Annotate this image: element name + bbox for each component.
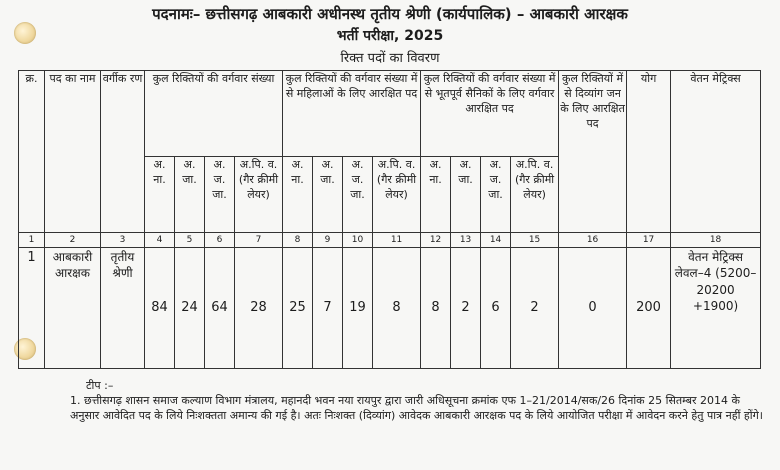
col-number: 1 (19, 233, 45, 248)
col-number: 7 (235, 233, 283, 248)
header-total: योग (627, 71, 671, 233)
cell-serial: 1 (19, 248, 45, 369)
header-un: अ. ना. (145, 157, 175, 233)
page-subtitle: भर्ती परीक्षा, 2025 (336, 28, 444, 44)
cell-women-sc: 7 (313, 248, 343, 369)
header-un: अ. ना. (283, 157, 313, 233)
cell-total-sc: 24 (175, 248, 205, 369)
cell-ex-obc: 2 (511, 248, 559, 369)
header-sc: अ. जा. (313, 157, 343, 233)
note-item-1: 1. छत्तीसगढ़ शासन समाज कल्याण विभाग मंत्रालय, महानदी भवन नया रायपुर द्वारा जारी अधिसूचना क्रमांक एफ 1–21/2014/सक/26 दिनांक 25 सितम्बर 2014 के अनुसार आवेदित पद के लिये निःशक्तता अमान्य की गई है। अतः निःशक्त (दिव्यांग) आवेदक आबकारी आरक्षक पद के लिये आयोजित परीक्षा में आवेदन करने हेतु पात्र नहीं होंगे। (70, 394, 763, 422)
cell-total-obc: 28 (235, 248, 283, 369)
cell-women-st: 19 (343, 248, 373, 369)
col-number: 16 (559, 233, 627, 248)
cell-pay-matrix: वेतन मेट्रिक्स लेवल–4 (5200– 20200 +1900) (671, 248, 761, 369)
cell-post: आबकारी आरक्षक (45, 248, 101, 369)
notes-section (70, 378, 770, 423)
notes-title: टीप :– (86, 379, 114, 392)
cell-total-un: 84 (145, 248, 175, 369)
col-number: 8 (283, 233, 313, 248)
header-obc: अ.पि. व. (गैर क्रीमी लेयर) (511, 157, 559, 233)
header-total-vacancies: कुल रिक्तियों की वर्गवार संख्या (145, 71, 283, 157)
header-class: वर्गीक रण (101, 71, 145, 233)
column-number-row (19, 233, 761, 248)
col-number: 9 (313, 233, 343, 248)
col-number: 4 (145, 233, 175, 248)
cell-ex-sc: 2 (451, 248, 481, 369)
cell-class: तृतीय श्रेणी (101, 248, 145, 369)
col-number: 10 (343, 233, 373, 248)
cell-sum: 200 (627, 248, 671, 369)
header-serial: क्र. (19, 71, 45, 233)
header-sc: अ. जा. (175, 157, 205, 233)
header-pay-matrix: वेतन मेट्रिक्स (671, 71, 761, 233)
header-st: अ. ज. जा. (481, 157, 511, 233)
header-post: पद का नाम (45, 71, 101, 233)
header-obc: अ.पि. व. (गैर क्रीमी लेयर) (235, 157, 283, 233)
page-title: पदनामः– छत्तीसगढ़ आबकारी अधीनस्थ तृतीय श्रेणी (कार्यपालिक) – आबकारी आरक्षक (152, 5, 628, 23)
header-st: अ. ज. जा. (343, 157, 373, 233)
cell-disabled: 0 (559, 248, 627, 369)
table-row (19, 248, 761, 369)
col-number: 2 (45, 233, 101, 248)
table-caption: रिक्त पदों का विवरण (340, 51, 440, 66)
cell-ex-un: 8 (421, 248, 451, 369)
header-disabled-reserved: कुल रिक्तियों में से दिव्यांग जन के लिए आरक्षित पद (559, 71, 627, 233)
vacancy-table (18, 70, 761, 369)
col-number: 15 (511, 233, 559, 248)
col-number: 12 (421, 233, 451, 248)
cell-women-obc: 8 (373, 248, 421, 369)
header-un: अ. ना. (421, 157, 451, 233)
col-number: 3 (101, 233, 145, 248)
col-number: 17 (627, 233, 671, 248)
cell-ex-st: 6 (481, 248, 511, 369)
col-number: 11 (373, 233, 421, 248)
col-number: 13 (451, 233, 481, 248)
col-number: 14 (481, 233, 511, 248)
header-obc: अ.पि. व. (गैर क्रीमी लेयर) (373, 157, 421, 233)
cell-total-st: 64 (205, 248, 235, 369)
header-women-reserved: कुल रिक्तियों की वर्गवार संख्या में से महिलाओं के लिए आरक्षित पद (283, 71, 421, 157)
header-sc: अ. जा. (451, 157, 481, 233)
col-number: 6 (205, 233, 235, 248)
header-st: अ. ज. जा. (205, 157, 235, 233)
cell-women-un: 25 (283, 248, 313, 369)
col-number: 18 (671, 233, 761, 248)
header-exservicemen-reserved: कुल रिक्तियों की वर्गवार संख्या में से भूतपूर्व सैनिकों के लिए वर्गवार आरक्षित पद (421, 71, 559, 157)
col-number: 5 (175, 233, 205, 248)
